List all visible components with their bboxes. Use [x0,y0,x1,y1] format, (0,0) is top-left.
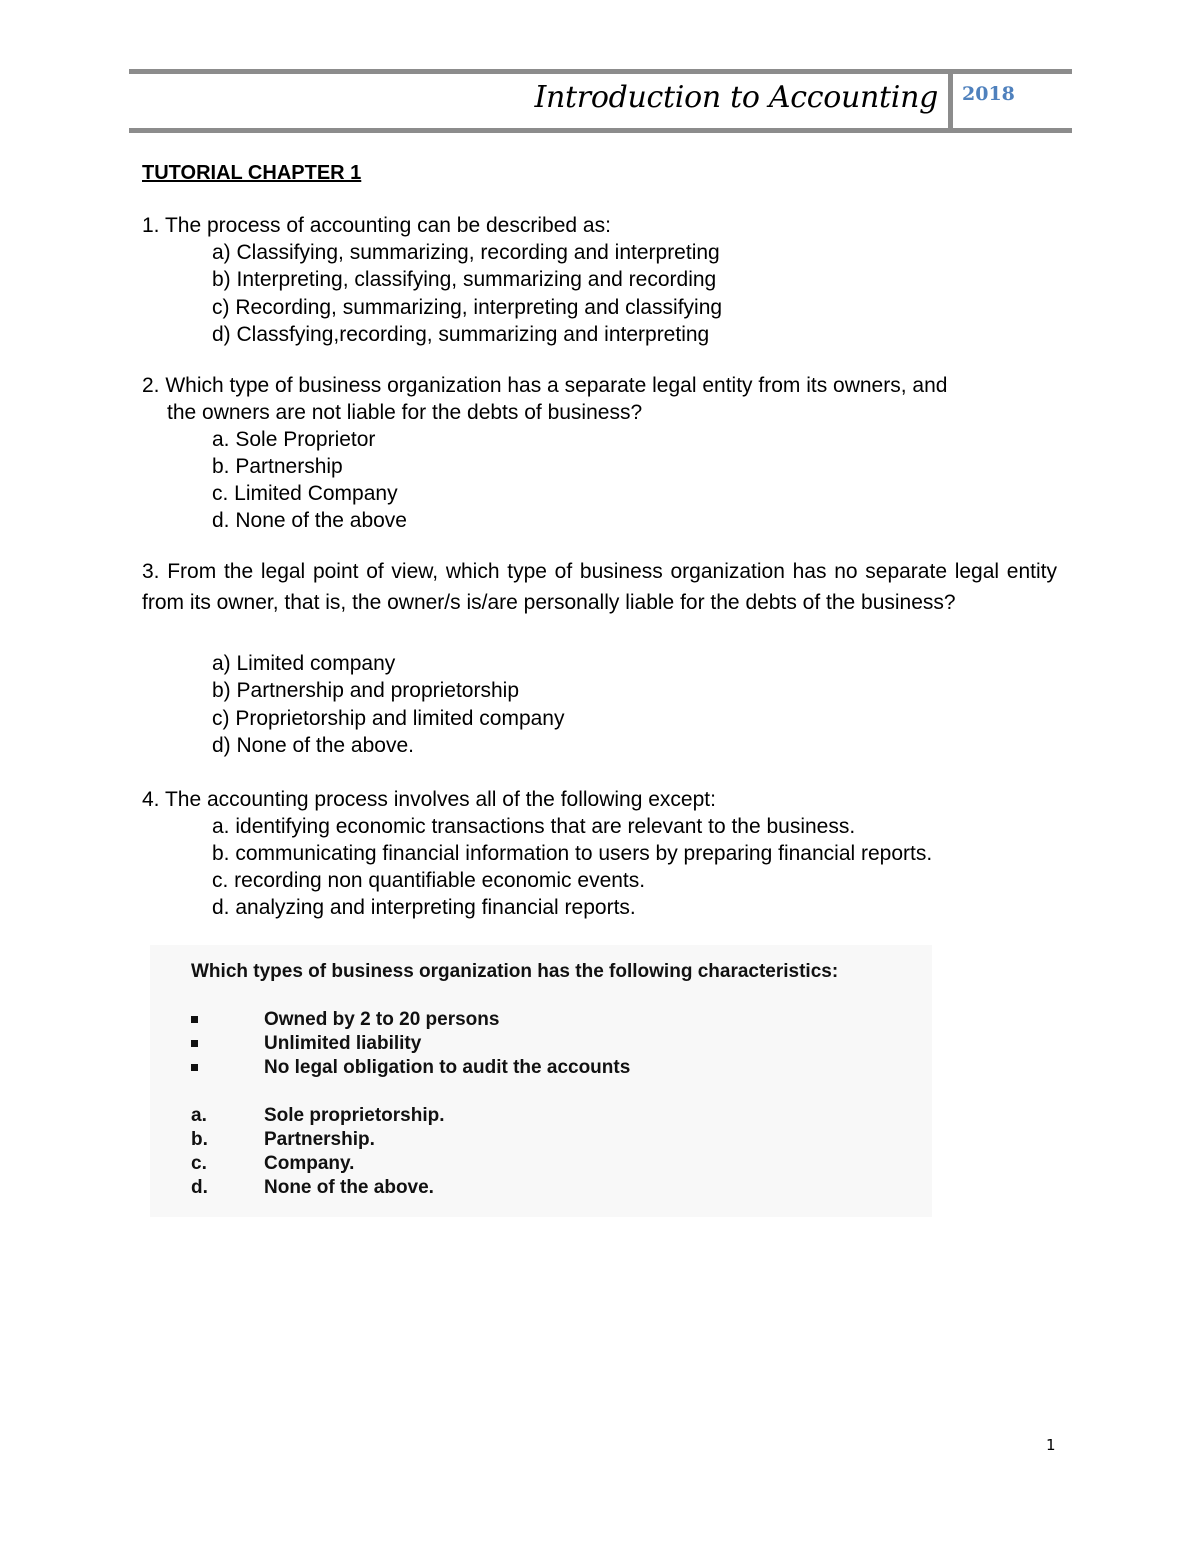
scanned-option-text: Company. [264,1153,355,1174]
question-1-option-d: d) Classfying,recording, summarizing and interpreting [212,323,710,346]
scanned-question-text: Which types of business organization has the following characteristics: [191,961,839,982]
question-2-option-d: d. None of the above [212,509,407,532]
scanned-option-text: None of the above. [264,1177,434,1198]
characteristic-item: Owned by 2 to 20 persons [264,1009,500,1030]
scanned-option-text: Partnership. [264,1129,375,1150]
header-separator [948,72,953,130]
bullet-icon [191,1064,198,1071]
question-2-option-b: b. Partnership [212,455,343,478]
question-2-option-c: c. Limited Company [212,482,398,505]
question-4-option-a: a. identifying economic transactions that are relevant to the business. [212,815,856,838]
scanned-option-text: Sole proprietorship. [264,1105,445,1126]
question-4-option-d: d. analyzing and interpreting financial reports. [212,896,636,919]
tutorial-heading: TUTORIAL CHAPTER 1 [142,162,362,184]
scanned-option-label: a. [191,1105,207,1126]
question-3-option-a: a) Limited company [212,652,396,675]
question-4-option-c: c. recording non quantifiable economic events. [212,869,646,892]
scanned-option-label: c. [191,1153,207,1174]
characteristic-item: Unlimited liability [264,1033,422,1054]
question-2-option-a: a. Sole Proprietor [212,428,376,451]
question-2: 2. Which type of business organization has a separate legal entity from its owners, and [142,374,948,397]
question-3-option-c: c) Proprietorship and limited company [212,707,565,730]
question-1-option-b: b) Interpreting, classifying, summarizing and recording [212,268,717,291]
page-number: 1 [1046,1436,1056,1454]
question-3-option-d: d) None of the above. [212,734,414,757]
document-year: 2018 [962,83,1015,105]
scanned-question-image [150,945,932,1217]
question-1: 1. The process of accounting can be described as: [142,214,611,237]
question-4-option-b: b. communicating financial information to users by preparing financial reports. [212,842,933,865]
bullet-icon [191,1016,198,1023]
document-title: Introduction to Accounting [534,80,938,115]
question-3-option-b: b) Partnership and proprietorship [212,679,520,702]
header-bottom-rule [129,128,1072,133]
question-4: 4. The accounting process involves all of the following except: [142,788,716,811]
characteristic-item: No legal obligation to audit the accounts [264,1057,631,1078]
question-2-continued: the owners are not liable for the debts of business? [167,401,643,424]
bullet-icon [191,1040,198,1047]
question-1-option-c: c) Recording, summarizing, interpreting and classifying [212,296,723,319]
question-1-option-a: a) Classifying, summarizing, recording and interpreting [212,241,720,264]
scanned-option-label: b. [191,1129,208,1150]
scanned-option-label: d. [191,1177,208,1198]
header-top-rule [129,69,1072,74]
question-3: 3. From the legal point of view, which type of business organization has no separate legal entity from its owner, that is, the owner/s is/are personally liable for the debts of the business? [142,560,1057,614]
